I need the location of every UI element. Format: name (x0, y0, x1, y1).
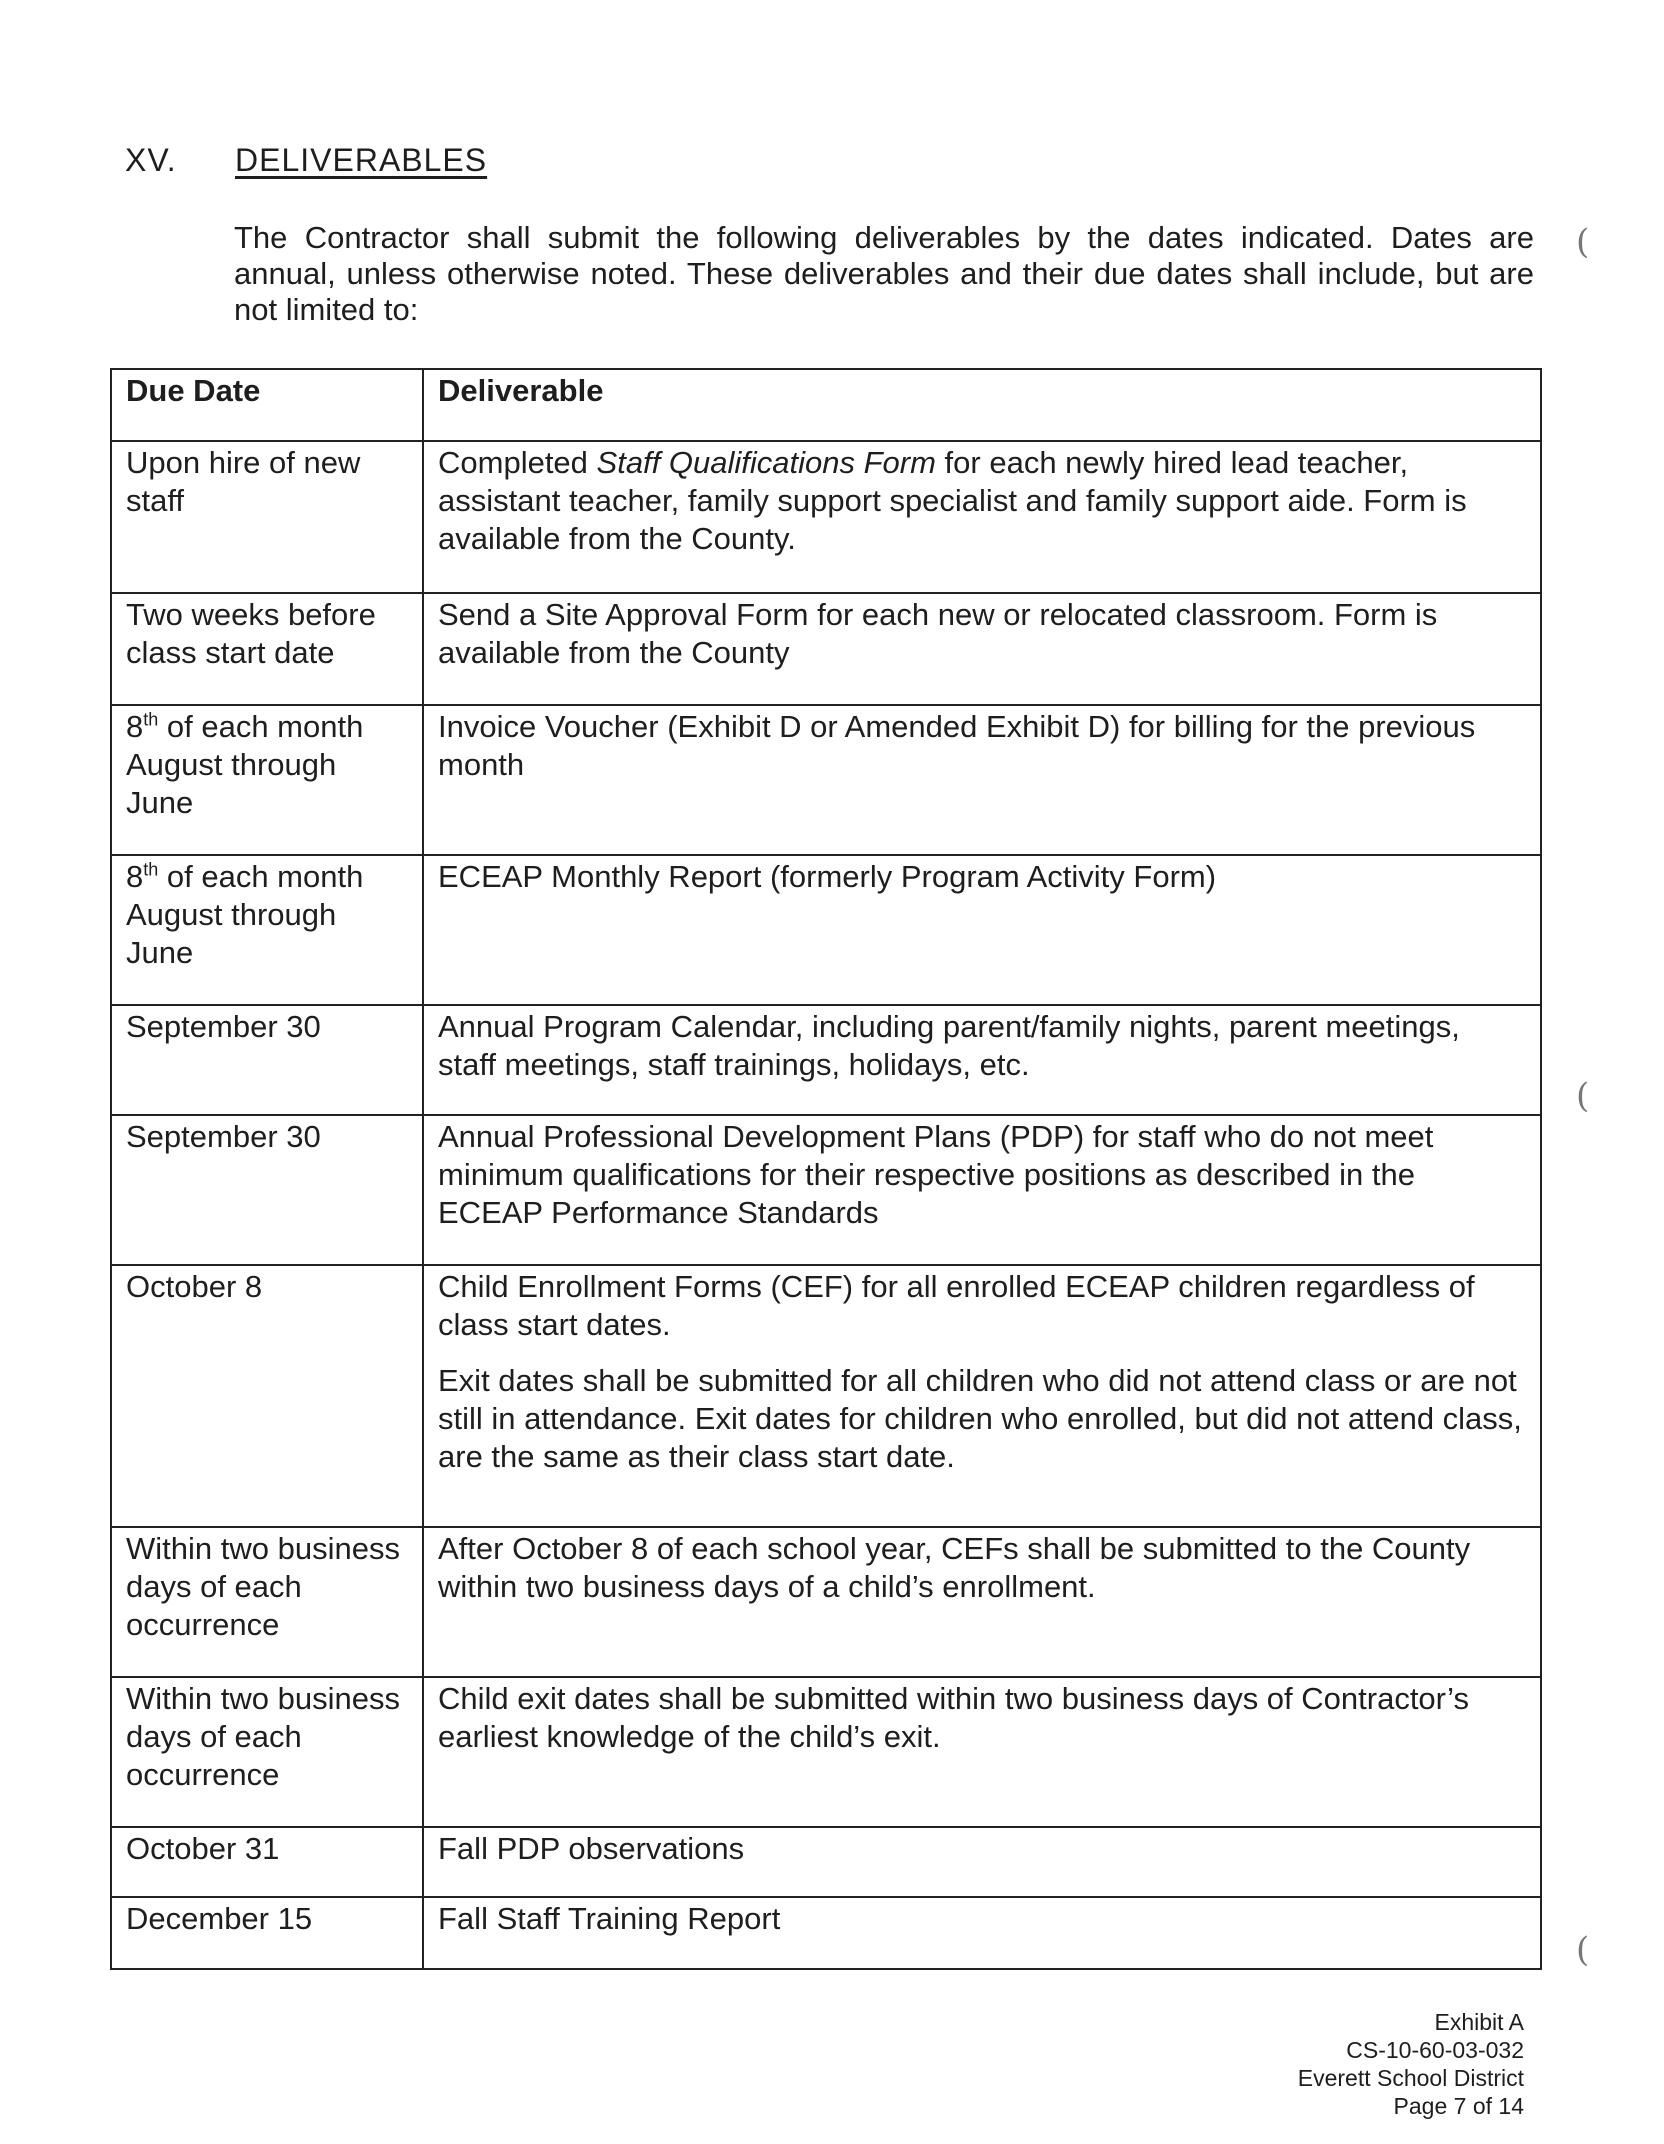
due-date-cell: Upon hire of new staff (111, 441, 423, 593)
table-row (111, 593, 1541, 705)
deliverable-cell: Annual Professional Development Plans (PDP) for staff who do not meet minimum qualifications for their respective positions as described in the ECEAP Performance Standards (423, 1115, 1541, 1265)
table-row (111, 705, 1541, 855)
deliverable-cell: Fall Staff Training Report (423, 1897, 1541, 1969)
due-date-cell: 8th of each month August through June (111, 705, 423, 855)
header-due-date: Due Date (111, 369, 423, 441)
table-row (111, 1005, 1541, 1115)
due-date-cell: October 31 (111, 1827, 423, 1897)
margin-bracket-mark: ( (1576, 1930, 1590, 1970)
table-row (111, 1677, 1541, 1827)
deliverable-paragraph: Child Enrollment Forms (CEF) for all enrolled ECEAP children regardless of class start dates. (438, 1269, 1475, 1342)
form-name: Staff Qualifications Form (596, 445, 936, 480)
due-date-cell: October 8 (111, 1265, 423, 1527)
footer-exhibit: Exhibit A (1434, 2009, 1524, 2035)
due-date-cell: September 30 (111, 1115, 423, 1265)
deliverable-paragraph: Exit dates shall be submitted for all children who did not attend class or are not still in attendance. Exit dates for children who enrolled, but did not attend class, are the same as their class start date. (438, 1363, 1522, 1474)
section-heading (125, 142, 487, 179)
footer-contract-number: CS-10-60-03-032 (1346, 2037, 1524, 2063)
deliverable-cell: Child exit dates shall be submitted within two business days of Contractor’s earliest knowledge of the child’s exit. (423, 1677, 1541, 1827)
margin-bracket-mark: ( (1576, 1076, 1590, 1116)
deliverable-cell: Completed Staff Qualifications Form for each newly hired lead teacher, assistant teacher, family support specialist and family support aide. Form is available from the County. (423, 441, 1541, 593)
table-row (111, 1897, 1541, 1969)
deliverables-table (110, 368, 1542, 1970)
deliverable-cell: Invoice Voucher (Exhibit D or Amended Exhibit D) for billing for the previous month (423, 705, 1541, 855)
due-date-cell: 8th of each month August through June (111, 855, 423, 1005)
deliverable-cell: Send a Site Approval Form for each new or relocated classroom. Form is available from the County (423, 593, 1541, 705)
due-date-cell: September 30 (111, 1005, 423, 1115)
deliverable-cell: Annual Program Calendar, including parent/family nights, parent meetings, staff meetings, staff trainings, holidays, etc. (423, 1005, 1541, 1115)
deliverable-cell: After October 8 of each school year, CEFs shall be submitted to the County within two business days of a child’s enrollment. (423, 1527, 1541, 1677)
due-date-cell: Within two business days of each occurrence (111, 1527, 423, 1677)
due-date-cell: Within two business days of each occurrence (111, 1677, 423, 1827)
section-title: DELIVERABLES (235, 142, 488, 178)
page-footer (1298, 2008, 1524, 2120)
margin-bracket-mark: ( (1576, 222, 1590, 262)
intro-paragraph: The Contractor shall submit the following deliverables by the dates indicated. Dates are annual, unless otherwise noted. These deliverables and their due dates shall include, but are not limited to: (234, 220, 1534, 327)
footer-page-number: Page 7 of 14 (1393, 2093, 1524, 2119)
due-date-cell: Two weeks before class start date (111, 593, 423, 705)
deliverable-cell: ECEAP Monthly Report (formerly Program Activity Form) (423, 855, 1541, 1005)
section-number: XV. (125, 142, 177, 178)
deliverable-cell (423, 1265, 1541, 1527)
table-row (111, 1527, 1541, 1677)
table-row (111, 1265, 1541, 1527)
table-row (111, 441, 1541, 593)
header-deliverable: Deliverable (423, 369, 1541, 441)
footer-district: Everett School District (1297, 2065, 1524, 2091)
table-row (111, 1115, 1541, 1265)
deliverable-cell: Fall PDP observations (423, 1827, 1541, 1897)
table-row (111, 1827, 1541, 1897)
due-date-cell: December 15 (111, 1897, 423, 1969)
table-header-row (111, 369, 1541, 441)
table-row (111, 855, 1541, 1005)
